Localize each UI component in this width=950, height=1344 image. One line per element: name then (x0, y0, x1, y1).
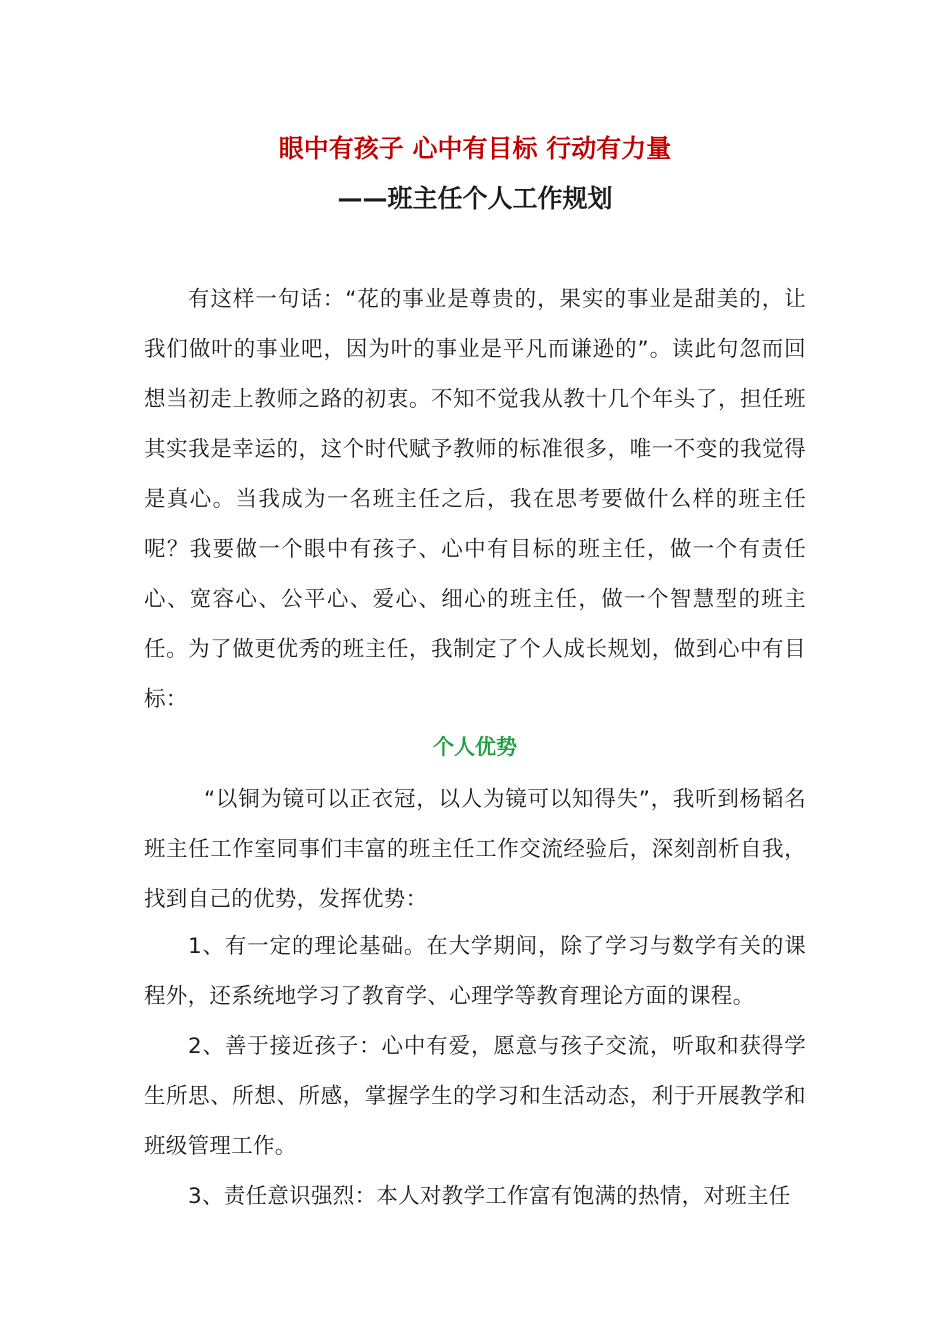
intro-paragraph: 有这样一句话：“花的事业是尊贵的，果实的事业是甜美的，让我们做叶的事业吧，因为叶的事业是平凡而谦逊的”。读此句忽而回想当初走上教师之路的初衷。不知不觉我从教十几个年头了，担任班其实我是幸运的，这个时代赋予教师的标准很多，唯一不变的我觉得是真心。当我成为一名班主任之后，我在思考要做什么样的班主任呢？我要做一个眼中有孩子、心中有目标的班主任，做一个有责任心、宽容心、公平心、爱心、细心的班主任，做一个智慧型的班主任。为了做更优秀的班主任，我制定了个人成长规划，做到心中有目标： (144, 287, 806, 712)
document-subtitle: ——班主任个人工作规划 (337, 184, 613, 213)
strength-point-1: 1、有一定的理论基础。在大学期间，除了学习与数学有关的课程外，还系统地学习了教育学、心理学等教育理论方面的课程。 (144, 934, 806, 1009)
document-title: 眼中有孩子 心中有目标 行动有力量 (278, 134, 672, 163)
strength-point-2: 2、善于接近孩子：心中有爱，愿意与孩子交流，听取和获得学生所思、所想、所感，掌握学生的学习和生活动态，利于开展教学和班级管理工作。 (144, 1034, 806, 1159)
section-intro-paragraph: “以铜为镜可以正衣冠，以人为镜可以知得失”，我听到杨韬名班主任工作室同事们丰富的班主任工作交流经验后，深刻剖析自我，找到自己的优势，发挥优势： (144, 787, 806, 912)
strength-point-3: 3、责任意识强烈：本人对教学工作富有饱满的热情，对班主任 (188, 1184, 791, 1209)
section-heading-personal-strengths: 个人优势 (433, 735, 517, 759)
